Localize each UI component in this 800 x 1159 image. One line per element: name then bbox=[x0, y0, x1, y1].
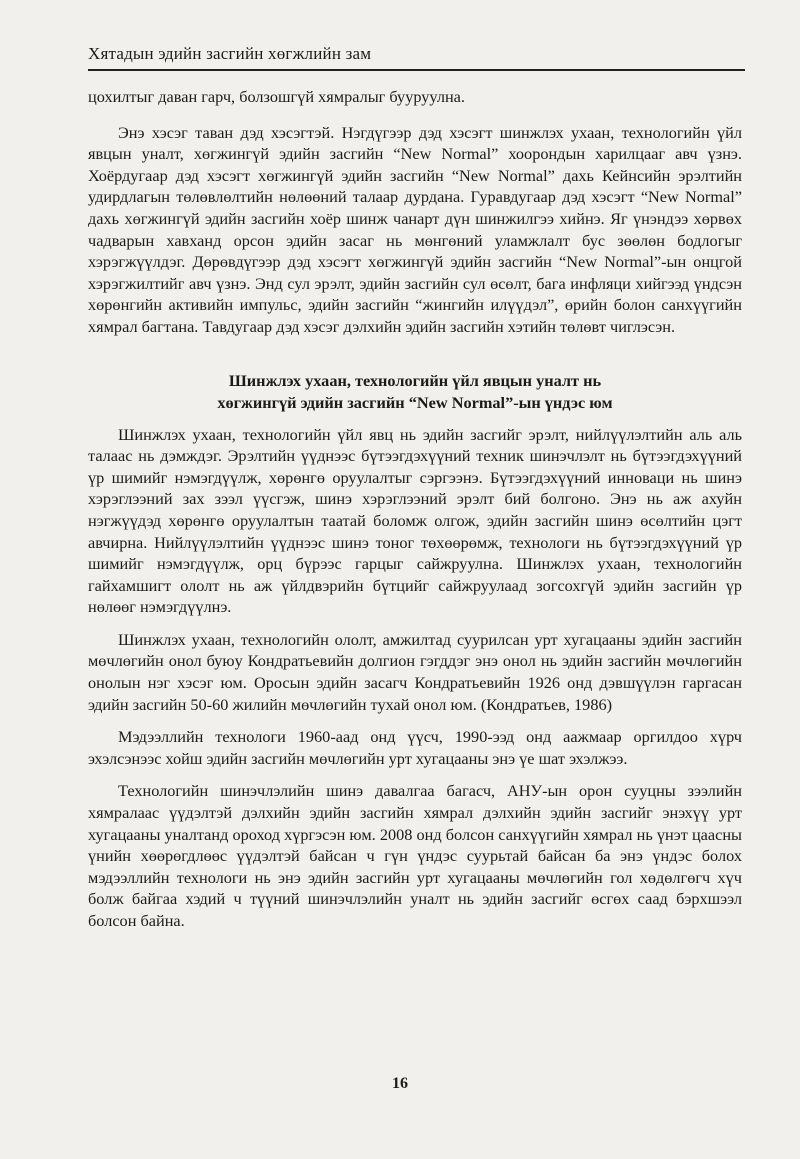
paragraph-section-overview: Энэ хэсэг таван дэд хэсэгтэй. Нэгдүгээр дэд хэсэгт шинжлэх ухаан, технологийн үйл явцын уналт, хөгжингүй эдийн засгийн “New Normal” хоорондын харилцааг авч үзнэ. Хоёрдугаар дэд хэсэгт хөгжингүй эдийн засгийн “New Normal” дахь Кейнсийн эрэлтийн удирдлагын төлөвлөлтийн нөлөөний талаар дурдана. Гуравдугаар дэд хэсэгт “New Normal” дахь хөгжингүй эдийн засгийн хоёр шинж чанарт дүн шинжилгээ хийнэ. Яг үнэндээ хөрвөх чадварын хавханд орсон эдийн засаг нь мөнгөний уламжлалт бус зөөлөн бодлогыг хэрэгжүүлдэг. Дөрөвдүгээр дэд хэсэгт хөгжингүй эдийн засгийн “New Normal”-ын онцгой хэрэгжилтийг авч үзнэ. Энд сул эрэлт, эдийн засгийн сул өсөлт, бага инфляци хийгээд үндсэн хөрөнгийн активийн импульс, эдийн засгийн “жингийн илүүдэл”, өрийн болон санхүүгийн хямрал багтана. Тавдугаар дэд хэсэг дэлхийн эдийн засгийн хэтийн төлөвт чиглэсэн. bbox=[88, 122, 742, 336]
page-number: 16 bbox=[392, 1075, 408, 1092]
paragraph-body-3: Мэдээллийн технологи 1960-аад онд үүсч, 1990-ээд онд аажмаар оргилдоо хүрч эхэлсэнээс хойш эдийн засгийн мөчлөгийн урт хугацааны энэ үе шат эхэлжээ. bbox=[88, 727, 742, 768]
paragraph-continuation: цохилтыг даван гарч, болзошгүй хямралыг бууруулна. bbox=[88, 87, 465, 106]
section-heading bbox=[88, 370, 742, 414]
paragraph-body-4: Технологийн шинэчлэлийн шинэ давалгаа багасч, АНУ-ын орон сууцны зээлийн хямралаас үүдэлтэй дэлхийн эдийн засгийн хямрал дэлхийн эдийн засгийг энэхүү урт хугацааны уналтанд ороход хүргэсэн юм. 2008 онд болсон санхүүгийн хямрал нь үнэт цаасны үнийн хөөрөгдлөөс үүдэлтэй байсан ч гүн үндэс суурьтай байсан ба энэ үндэс болох мэдээллийн технологи нь энэ эдийн засгийн урт хугацааны мөчлөгийн гол хөдөлгөгч хүч болж байгаа хэдий ч түүний шинэчлэлийн уналт нь эдийн засгийг өсгөх саад бэрхшээл болсон байна. bbox=[88, 781, 742, 930]
page-content bbox=[88, 86, 742, 943]
paragraph-body-2: Шинжлэх ухаан, технологийн ололт, амжилтад суурилсан урт хугацааны эдийн засгийн мөчлөгийн онол буюу Кондратьевийн долгион гэгддэг энэ онол нь эдийн засгийн мөчлөгийн онолын нэг хэсэг юм. Оросын эдийн засагч Кондратьевийн 1926 онд дэвшүүлэн гаргасан эдийн засгийн 50-60 жилийн мөчлөгийн тухай онол юм. (Кондратьев, 1986) bbox=[88, 629, 742, 714]
section-heading-line-1: Шинжлэх ухаан, технологийн үйл явцын уналт нь bbox=[228, 370, 602, 390]
running-header: Хятадын эдийн засгийн хөгжлийн зам bbox=[88, 44, 372, 63]
header-rule bbox=[88, 69, 745, 71]
paragraph-body-1: Шинжлэх ухаан, технологийн үйл явц нь эдийн засгийг эрэлт, нийлүүлэлтийн аль аль талаас нь дэмждэг. Эрэлтийн үүднээс бүтээгдэхүүний техник шинэчлэлт нь бүтээгдэхүүний үр шимийг нэмэгдүүлж, хөрөнгө оруулалтыг сэргээнэ. Бүтээгдэхүүний инноваци нь шинэ хэрэглээний зах зээл үүсгэж, шинэ хэрэглээний эрэлт бий болгоно. Энэ нь аж ахуйн нэгжүүдэд хөрөнгө оруулалтын таатай боломж олгож, эдийн засгийн шинэ өсөлтийн цэгт авчирна. Нийлүүлэлтийн үүднээс шинэ тоног төхөөрөмж, технологи нь бүтээгдэхүүний үр шимийг нэмэгдүүлж, орц бүрээс гарцыг сайжруулна. Шинжлэх ухаан, технологийн гайхамшигт ололт нь аж үйлдвэрийн бүтцийг сайжруулаад зогсохгүй эдийн засгийн үр нөлөөг нэмэгдүүлнэ. bbox=[88, 424, 742, 617]
section-heading-line-2: хөгжингүй эдийн засгийн “New Normal”-ын үндэс юм bbox=[217, 392, 613, 412]
